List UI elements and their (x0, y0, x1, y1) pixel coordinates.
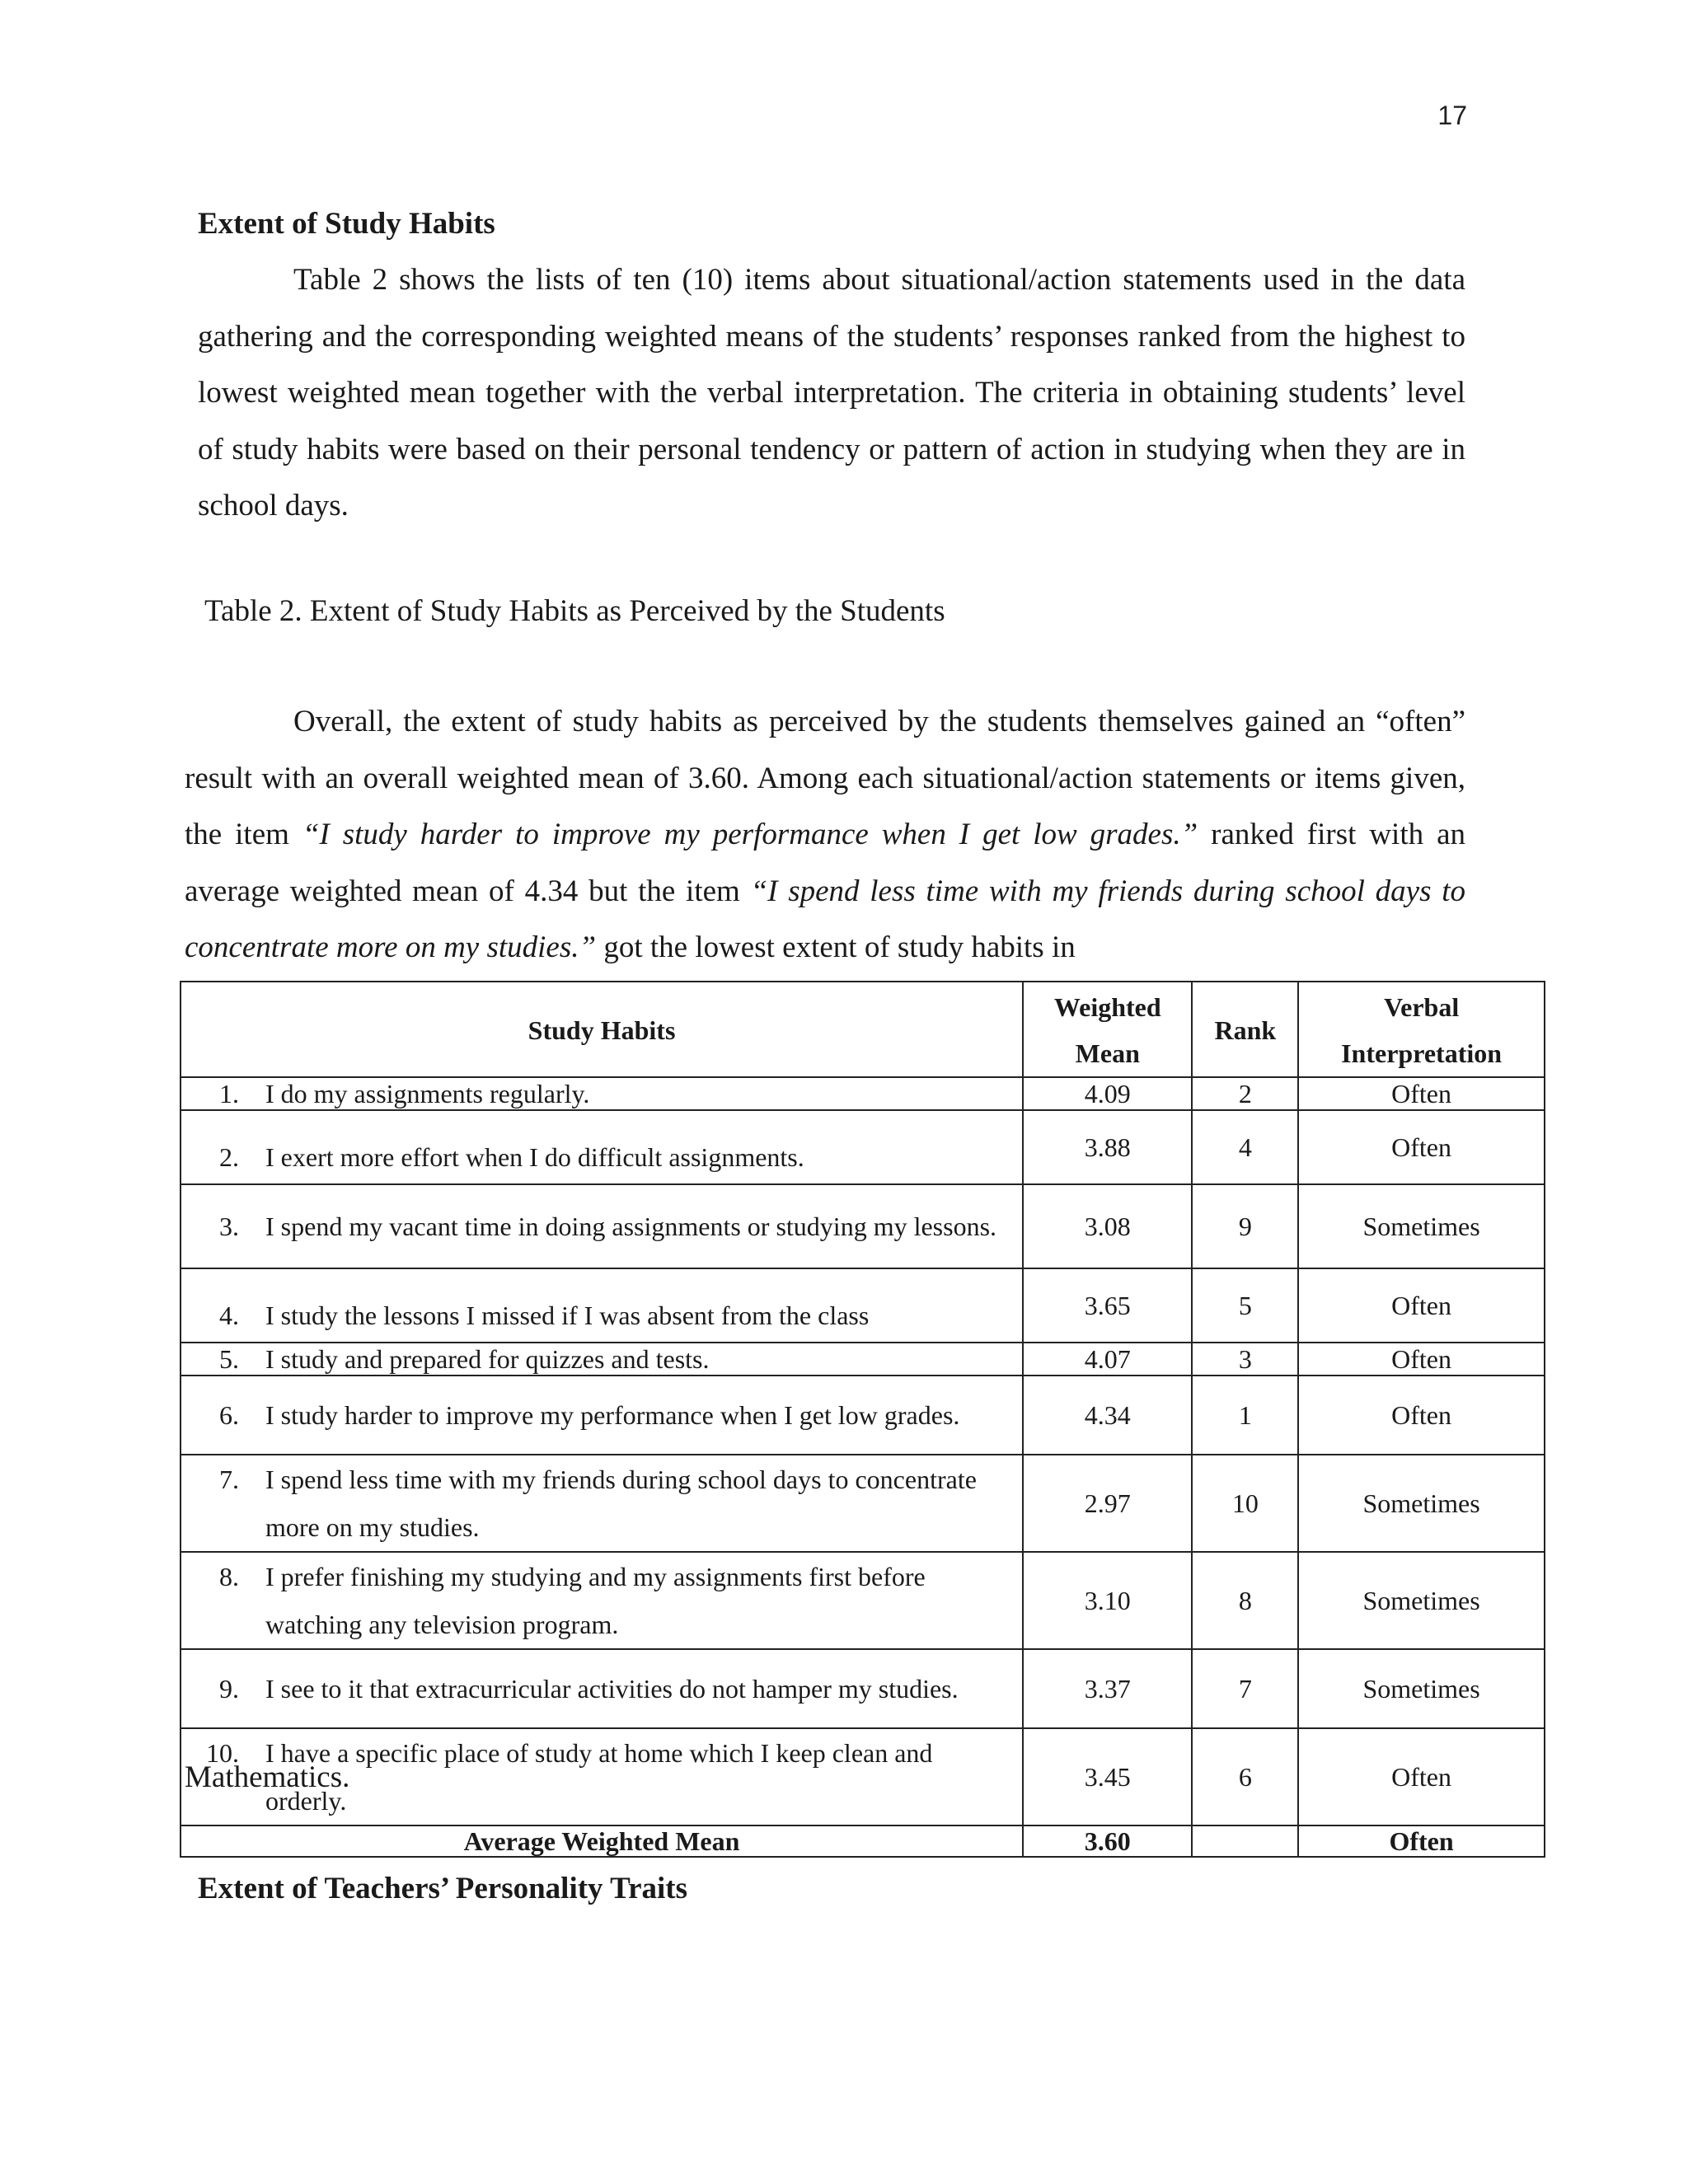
total-label: Average Weighted Mean (181, 1825, 1023, 1857)
row-rank: 4 (1192, 1110, 1298, 1184)
row-interpretation: Often (1298, 1728, 1545, 1825)
header-weighted-mean: Weighted Mean (1023, 982, 1192, 1077)
table-row (181, 1184, 1545, 1268)
row-item (181, 1376, 1023, 1455)
row-number: 5. (219, 1344, 239, 1374)
table-body (181, 1077, 1545, 1857)
row-text: I do my assignments regularly. (265, 1079, 590, 1108)
row-item (181, 1343, 1023, 1376)
row-number: 2. (219, 1142, 239, 1172)
total-rank (1192, 1825, 1298, 1857)
row-mean: 2.97 (1023, 1455, 1192, 1552)
discussion-text-1: Overall, the extent of study habits as perceived by the students themselves gained an “often” result with an overall weighted mean of 3.60. Among each situational/action statements or items given, the item (185, 705, 1465, 851)
row-text: I see to it that extracurricular activities do not hamper my studies. (265, 1674, 959, 1704)
table-row (181, 1455, 1545, 1552)
row-rank: 7 (1192, 1649, 1298, 1728)
table-row (181, 1077, 1545, 1110)
row-text: I prefer finishing my studying and my assignments first before watching any television program. (265, 1562, 926, 1639)
row-number: 1. (219, 1079, 239, 1108)
row-interpretation: Often (1298, 1110, 1545, 1184)
row-item (181, 1268, 1023, 1343)
row-number: 7. (219, 1465, 239, 1494)
row-number: 3. (219, 1212, 239, 1241)
row-rank: 8 (1192, 1552, 1298, 1649)
intro-paragraph (198, 252, 1465, 535)
row-number: 8. (219, 1562, 239, 1591)
header-study-habits: Study Habits (181, 982, 1023, 1077)
header-verbal-interpretation: Verbal Interpretation (1298, 982, 1545, 1077)
row-number: 4. (219, 1301, 239, 1330)
row-rank: 2 (1192, 1077, 1298, 1110)
row-mean: 3.10 (1023, 1552, 1192, 1649)
row-rank: 1 (1192, 1376, 1298, 1455)
row-text: I spend my vacant time in doing assignments or studying my lessons. (265, 1212, 997, 1241)
row-mean: 4.34 (1023, 1376, 1192, 1455)
row-text: I exert more effort when I do difficult assignments. (265, 1142, 804, 1172)
page-number: 17 (1437, 101, 1467, 130)
discussion-text-2: ranked first with an average weighted mean of 4.34 but the item (185, 818, 1465, 908)
row-number: 9. (219, 1674, 239, 1704)
row-item (181, 1649, 1023, 1728)
row-mean: 3.65 (1023, 1268, 1192, 1343)
row-mean: 3.37 (1023, 1649, 1192, 1728)
row-mean: 4.07 (1023, 1343, 1192, 1376)
table-row (181, 1376, 1545, 1455)
section-heading-study-habits: Extent of Study Habits (198, 207, 495, 241)
row-text: I have a specific place of study at home which I keep clean and orderly. (265, 1738, 933, 1816)
row-interpretation: Often (1298, 1376, 1545, 1455)
table-row (181, 1728, 1545, 1825)
discussion-quote-1: “I study harder to improve my performance when I get low grades.” (302, 818, 1198, 851)
row-number: 6. (219, 1400, 239, 1430)
discussion-quote-2: “I spend less time with my friends during school days to concentrate more on my studies.” (185, 874, 1466, 964)
discussion-continuation: Mathematics. (185, 1760, 350, 1794)
row-mean: 3.88 (1023, 1110, 1192, 1184)
row-item (181, 1110, 1023, 1184)
study-habits-table (180, 981, 1545, 1858)
row-interpretation: Sometimes (1298, 1455, 1545, 1552)
row-interpretation: Sometimes (1298, 1184, 1545, 1268)
row-item (181, 1077, 1023, 1110)
table-row (181, 1268, 1545, 1343)
row-item (181, 1552, 1023, 1649)
row-rank: 3 (1192, 1343, 1298, 1376)
intro-paragraph-text: Table 2 shows the lists of ten (10) items about situational/action statements used in the data gathering and the corresponding weighted means of the students’ responses ranked from the highest to lowest weighted mean together with the verbal interpretation. The criteria in obtaining students’ level of study habits were based on their personal tendency or pattern of action in studying when they are in school days. (198, 263, 1465, 523)
row-rank: 9 (1192, 1184, 1298, 1268)
total-interpretation: Often (1298, 1825, 1545, 1857)
row-item (181, 1184, 1023, 1268)
row-text: I spend less time with my friends during school days to concentrate more on my studies. (265, 1465, 977, 1542)
row-rank: 5 (1192, 1268, 1298, 1343)
table-row (181, 1110, 1545, 1184)
row-text: I study the lessons I missed if I was absent from the class (265, 1301, 870, 1330)
section-heading-teachers-traits: Extent of Teachers’ Personality Traits (198, 1872, 687, 1905)
table-row (181, 1649, 1545, 1728)
row-mean: 3.45 (1023, 1728, 1192, 1825)
row-interpretation: Often (1298, 1268, 1545, 1343)
row-text: I study harder to improve my performance when I get low grades. (265, 1400, 960, 1430)
table-header-row (181, 982, 1545, 1077)
row-rank: 10 (1192, 1455, 1298, 1552)
discussion-text-3: got the lowest extent of study habits in (596, 930, 1076, 964)
row-number: 10. (206, 1738, 239, 1768)
row-mean: 4.09 (1023, 1077, 1192, 1110)
row-rank: 6 (1192, 1728, 1298, 1825)
row-interpretation: Often (1298, 1343, 1545, 1376)
row-mean: 3.08 (1023, 1184, 1192, 1268)
table-caption: Table 2. Extent of Study Habits as Perceived by the Students (204, 594, 945, 628)
row-text: I study and prepared for quizzes and tests. (265, 1344, 710, 1374)
table-total-row (181, 1825, 1545, 1857)
row-interpretation: Sometimes (1298, 1552, 1545, 1649)
discussion-paragraph (185, 694, 1465, 977)
row-interpretation: Sometimes (1298, 1649, 1545, 1728)
table-row (181, 1343, 1545, 1376)
row-item (181, 1455, 1023, 1552)
table-row (181, 1552, 1545, 1649)
row-interpretation: Often (1298, 1077, 1545, 1110)
header-rank: Rank (1192, 982, 1298, 1077)
total-mean: 3.60 (1023, 1825, 1192, 1857)
